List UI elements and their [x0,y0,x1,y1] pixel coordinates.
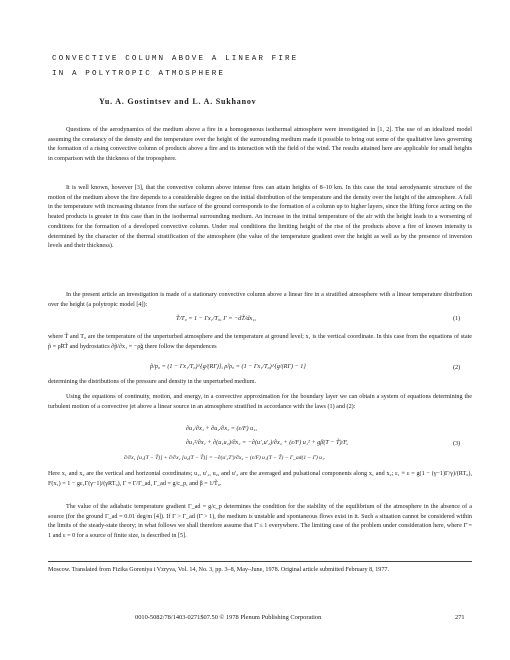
paragraph-6: Using the equations of continuity, motion, and energy, in a convective approximation for the boundary layer we can obtain a system of equations determining the turbulent motion of a convective jet above a linear source in an atmosphere stratified in accordance with the laws (1) and (2): [48,394,472,410]
equation-1: T̃/T₀ = 1 − Γx₁/T₀, Γ = −dT̃/dx₁, [176,315,256,322]
equation-2-number: (2) [453,364,461,371]
paragraph-block-7 [48,470,472,489]
article-title-line-1: CONVECTIVE COLUMN ABOVE A LINEAR FIRE [52,55,299,63]
equation-3-number: (3) [453,440,461,447]
equation-3-line-1: ∂u₁/∂x₁ + ∂u₂/∂x₂ = (ε/F) u₁, [186,425,257,432]
paragraph-7: Here x₁ and x₂ are the vertical and horizontal coordinates; u₁, u′₁, u₂, and u′₂ are the averaged and pulsational components along x₁ and x₂; ε₁ ≡ ε = g(1 − (γ−1)Γ/γ)/(RT₀), F(x₁) = 1 − gε₁Γ(γ−1)/(γRT₀), Γ = Γ/Γ_ad, Γ_ad = g/c_p, and β = 1/T̃₀. [48,471,472,487]
page-number: 271 [455,614,465,621]
equation-1-number: (1) [453,315,461,322]
paragraph-3: In the present article an investigation is made of a stationary convective column above a linear fire in a stratified atmosphere with a linear temperature distribution over the height (a polytropic model [4]): [48,292,472,308]
paragraph-block-5 [48,378,472,388]
article-title-line-2: IN A POLYTROPIC ATMOSPHERE [52,70,226,78]
paragraph-2: It is well known, however [3], that the convective column above intense fires can attain heights of 8–10 km. In this case the total aerodynamic structure of the motion of the medium above the fire depends to a considerable degree on the initial distribution of the temperature and the density over the height of the atmosphere. A fall in the temperature with increasing distance from the surface of the ground corresponds to the formation of a column up to higher layers, since the lifting force acting on the heated products is greater in this case than in the isothermal surrounding medium. An increase in the initial temperature of the air with the height leads to a worsening of conditions for the formation of a developed convective column. Under real conditions the limiting height of the rise of the products above a fire of known intensity is determined by the character of the thermal stratification of the atmosphere (the value of the temperature gradient over the height as well as by the presence of inversion levels and their thickness). [48,185,472,250]
paragraph-block-8 [48,503,472,542]
equation-3-line-3: ∂/∂x₁ [u₁(T − T̃)] + ∂/∂x₂ [u₂(T − T̃)] = −∂(u′₂T′)/∂x₂ − (ε/F) u₁(T − T̃) − Γ_ad(1 − Γ̄) u₁. [124,455,326,461]
paragraph-block-4 [48,333,472,352]
paragraph-1: Questions of the aerodynamics of the medium above a fire in a homogeneous isothermal atmosphere were investigated in [1, 2]. The use of an idealized model assuming the constancy of the density and the temperature over the height of the surrounding medium made it possible to bring out some of the qualitative laws governing the formation of a rising convective column of products above a fire and its interaction with the field of the wind. The results attained here are applicable for small heights in comparison with the thickness of the troposphere. [48,127,472,163]
footnote: Moscow. Translated from Fizika Goreniya i Vzryva, Vol. 14, No. 3, pp. 3–8, May–June, 1978. Original article submitted February 8, 1977. [48,567,390,573]
paragraph-5: determining the distributions of the pressure and density in the unperturbed medium. [48,379,257,385]
footnote-rule [48,561,472,562]
paragraph-block-3 [48,291,472,310]
paragraph-4: where T̃ and T₀ are the temperature of the unperturbed atmosphere and the temperature at ground level; x₁ is the vertical coordinate. In this case from the equations of state p̃ = ρ̃RT̃ and hydrostatics ∂p̃/∂x₁ = −ρ̃g there follow the dependences [48,334,472,350]
authors: Yu. A. Gostintsev and L. A. Sukhanov [99,97,257,106]
equation-2: p̃/p₀ = (1 − Γx₁/T₀)^{g/(RΓ)}, ρ̃/ρ₀ = (1 − Γx₁/T₀)^{g/(RΓ) − 1} [150,363,306,370]
paragraph-intro [48,126,472,165]
paragraph-block-2 [48,184,472,252]
paragraph-block-6 [48,393,472,412]
paragraph-8: The value of the adiabatic temperature gradient Γ_ad = g/c_p determines the condition for the stability of the equilibrium of the atmosphere in the absence of a source (for the ground Γ_ad = 0.01 deg/m [4]). If Γ > Γ_ad (Γ̄ > 1), the medium is unstable and spontaneous flows exist in it. Such a situation cannot be considered within the limits of the steady-state theory; in what follows we shall therefore assume that Γ̄ ≤ 1 everywhere. The limiting case of the problem under consideration here, where Γ̄ = 1 and ε = 0 for a source of finite size, is described in [5]. [48,504,472,540]
equation-3-line-2: ∂u₁²/∂x₁ + ∂(u₁u₂)/∂x₂ = −∂(u′₁u′₂)/∂x₂ + (ε/F) u₁² + gβ(T − T̃)/F, [186,439,348,446]
copyright-line: 0010-5082/78/1403-0271$07.50 © 1978 Plenum Publishing Corporation [135,614,322,621]
